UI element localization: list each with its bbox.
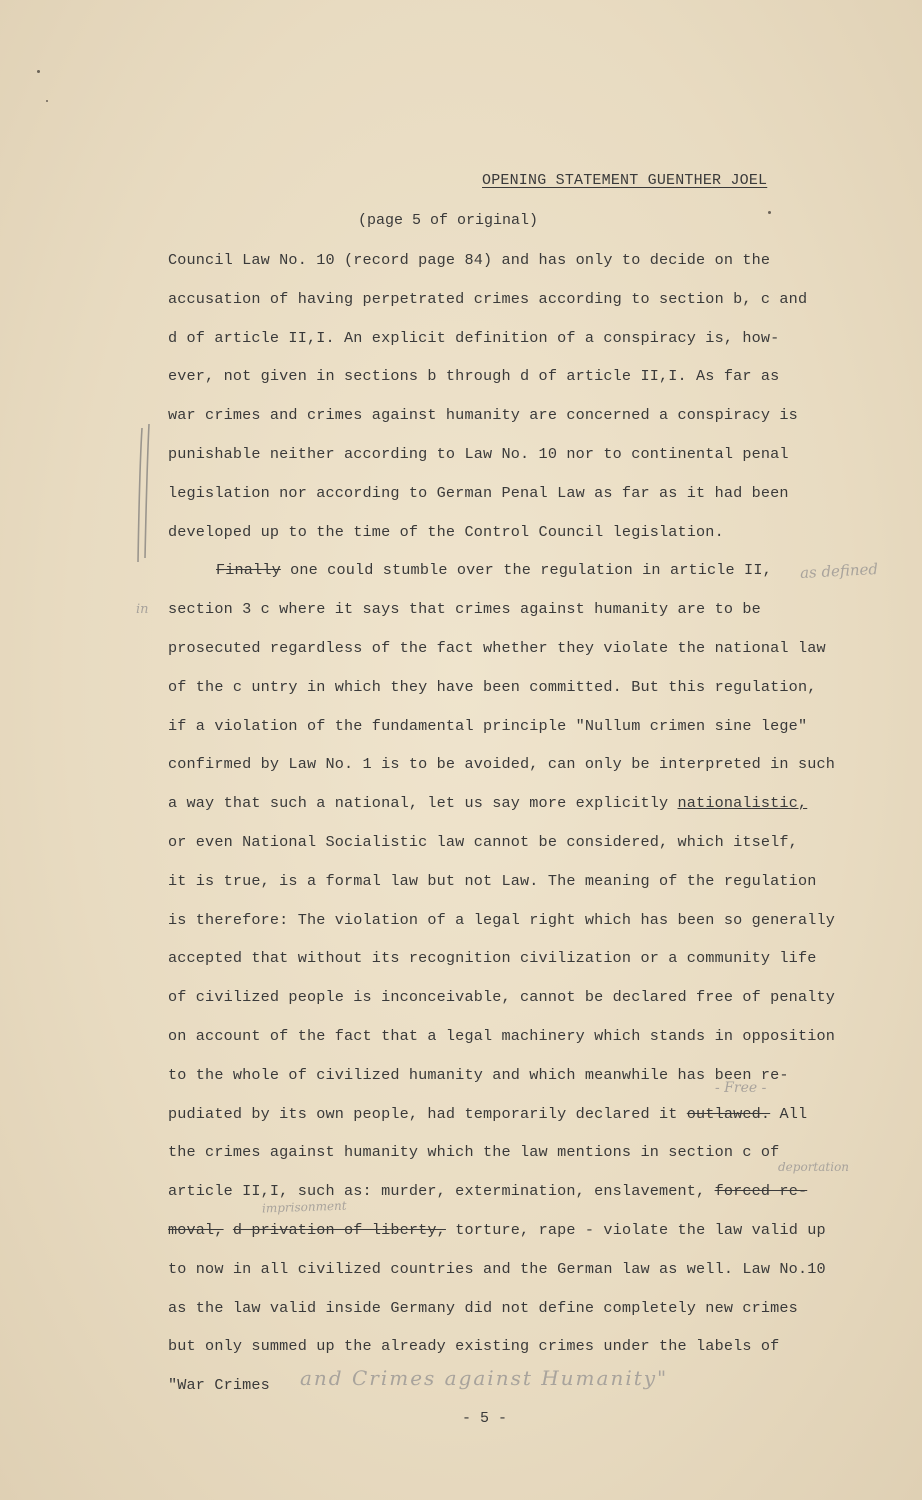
text-line: is therefore: The violation of a legal right which has been so generally [168, 910, 836, 929]
text-line: ever, not given in sections b through d of article II,I. As far as [168, 367, 780, 386]
text-fragment: All [779, 1104, 808, 1123]
text-line: the crimes against humanity which the law mentions in section c of [168, 1143, 780, 1162]
body-text [168, 250, 888, 1414]
handwritten-margin-in: in [136, 602, 149, 617]
underlined-word: nationalistic, [677, 794, 808, 813]
text-line: to now in all civilized countries and the German law as well. Law No.10 [168, 1259, 826, 1278]
text-line [168, 560, 888, 599]
handwritten-deportation: deportation [778, 1160, 850, 1174]
text-fragment: a way that such a national, let us say more explicitly [168, 794, 669, 813]
text-line: section 3 c where it says that crimes against humanity are to be [168, 600, 761, 619]
handwritten-free: - Free - [715, 1080, 767, 1096]
text-line [168, 793, 888, 832]
handwritten-imprisonment: imprisonment [261, 1198, 347, 1216]
text-line: prosecuted regardless of the fact whether they violate the national law [168, 638, 826, 657]
text-line: accepted that without its recognition civilization or a community life [168, 949, 817, 968]
paper-speck [37, 70, 40, 73]
text-fragment: one could stumble over the regulation in article II, [290, 561, 772, 580]
text-fragment: torture, rape - violate the law valid up [455, 1220, 826, 1239]
handwritten-and-crimes-against-humanity: and Crimes against Humanity" [300, 1366, 669, 1390]
struck-word-moval: moval, [168, 1220, 224, 1239]
paper-speck [46, 100, 48, 102]
text-line: d of article II,I. An explicit definition of a conspiracy is, how- [168, 328, 780, 347]
text-line: developed up to the time of the Control Council legislation. [168, 522, 724, 541]
text-line: "War Crimes [168, 1376, 270, 1395]
text-line: if a violation of the fundamental principle "Nullum crimen sine lege" [168, 716, 808, 735]
text-line: confirmed by Law No. 1 is to be avoided, can only be interpreted in such [168, 755, 836, 774]
text-line: legislation nor according to German Penal Law as far as it had been [168, 483, 789, 502]
margin-bracket-marks [120, 420, 160, 570]
text-line: accusation of having perpetrated crimes according to section b, c and [168, 289, 808, 308]
text-line: punishable neither according to Law No. 10 nor to continental penal [168, 444, 789, 463]
handwritten-as-defined: as defined [799, 559, 879, 583]
page-number: - 5 - [462, 1410, 508, 1427]
text-line: as the law valid inside Germany did not define completely new crimes [168, 1298, 798, 1317]
text-line: on account of the fact that a legal machinery which stands in opposition [168, 1026, 836, 1045]
text-line: or even National Socialistic law cannot be considered, which itself, [168, 832, 798, 851]
struck-words-forced-removal: forced re- [714, 1182, 808, 1201]
text-fragment: pudiated by its own people, had temporarily declared it [168, 1104, 678, 1123]
struck-word-outlawed: outlawed. [686, 1104, 771, 1123]
text-line: it is true, is a formal law but not Law. The meaning of the regulation [168, 871, 817, 890]
paper-speck [768, 211, 771, 214]
text-line [168, 1104, 888, 1143]
struck-words-deprivation: d privation of liberty, [232, 1220, 446, 1239]
text-line [168, 1220, 888, 1259]
document-title: OPENING STATEMENT GUENTHER JOEL [482, 172, 768, 189]
text-line: to the whole of civilized humanity and which meanwhile has been re- [168, 1065, 789, 1084]
text-line: of civilized people is inconceivable, cannot be declared free of penalty [168, 988, 836, 1007]
text-line: of the c untry in which they have been committed. But this regulation, [168, 677, 817, 696]
page-reference: (page 5 of original) [358, 212, 539, 229]
struck-word-finally: Finally [216, 561, 281, 580]
text-fragment: article II,I, such as: murder, extermination, enslavement, [168, 1182, 706, 1201]
text-line: but only summed up the already existing crimes under the labels of [168, 1337, 780, 1356]
text-line: Council Law No. 10 (record page 84) and has only to decide on the [168, 251, 771, 269]
text-line: war crimes and crimes against humanity are concerned a conspiracy is [168, 406, 798, 425]
